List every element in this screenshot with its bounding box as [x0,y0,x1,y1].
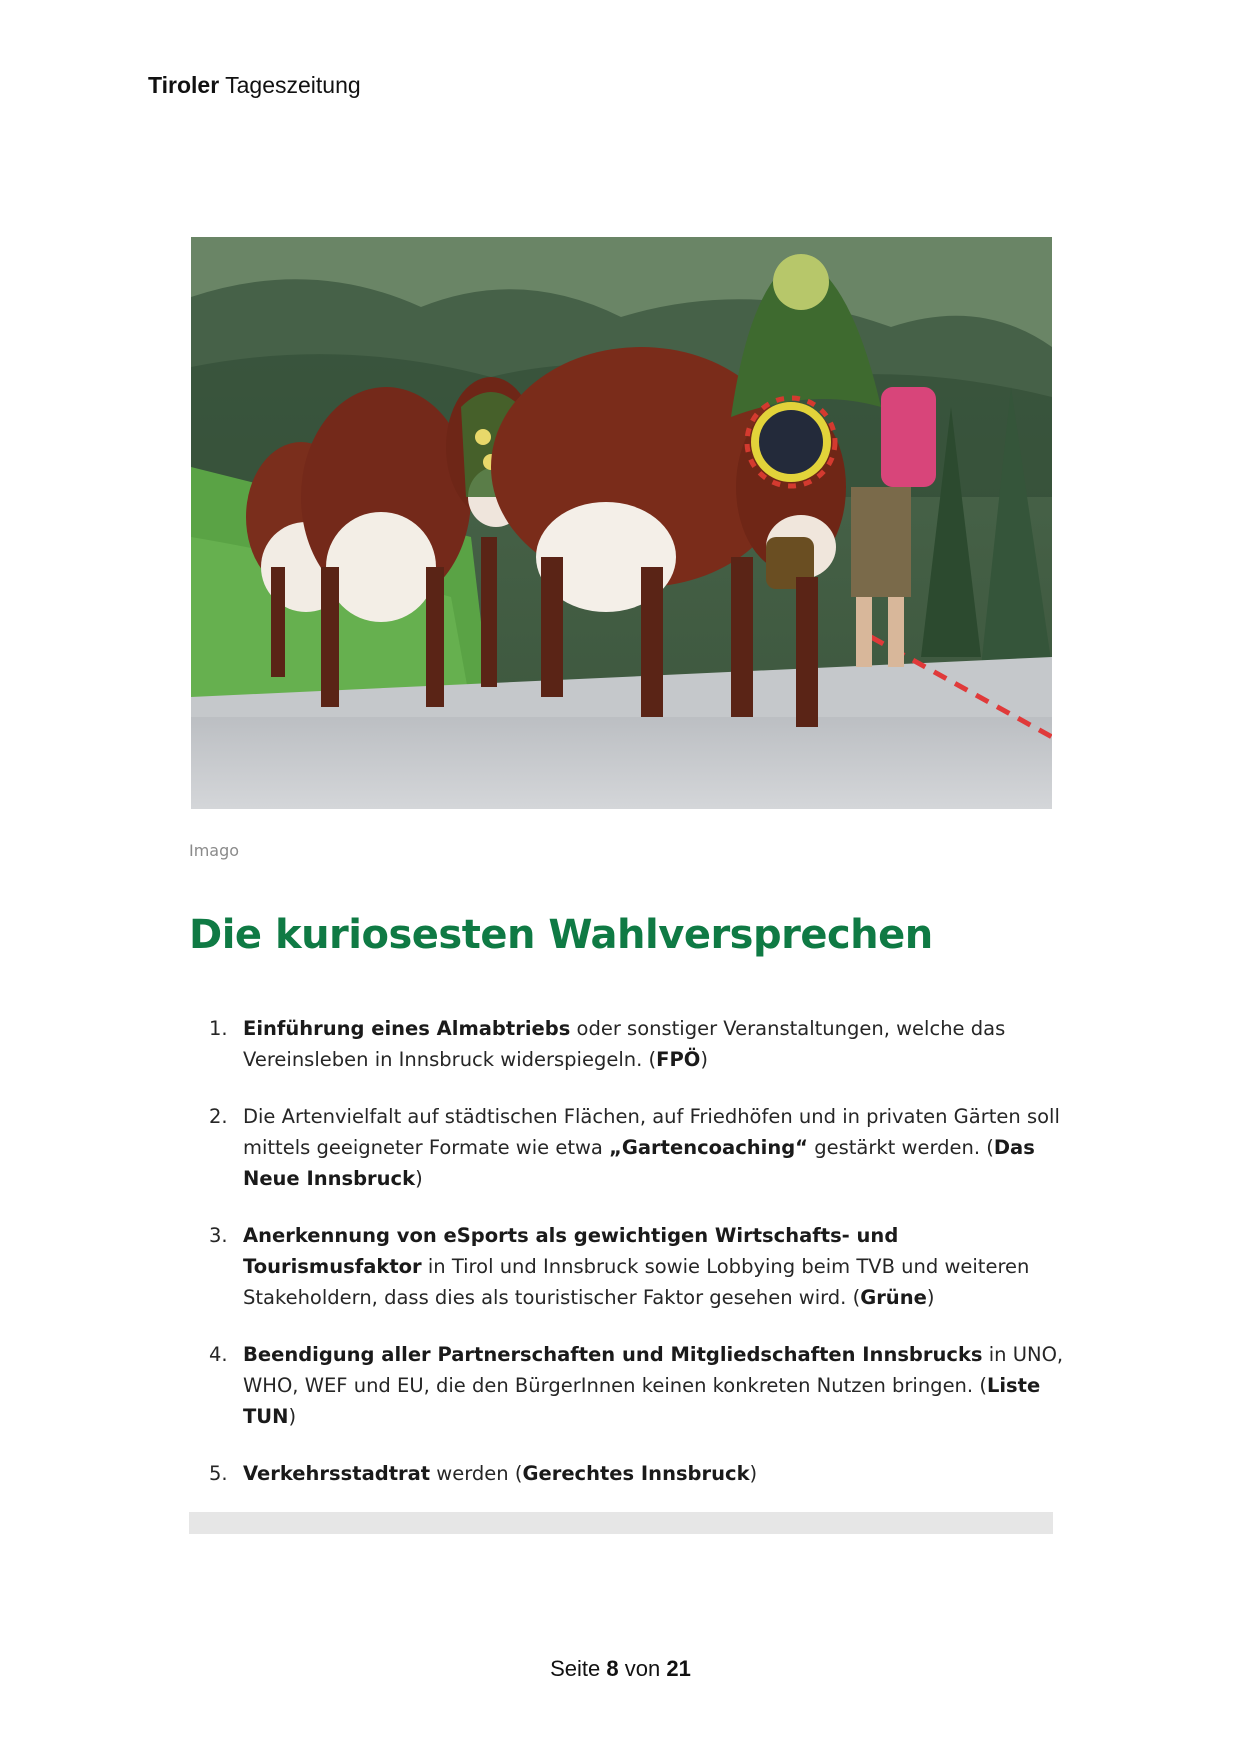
list-item [189,1220,1069,1313]
item-close: ) [288,1405,297,1428]
item-text: werden ( [430,1462,523,1485]
footer-page-total: 21 [666,1656,691,1681]
list-number: 2. [209,1105,228,1128]
masthead-brand-regular: Tageszeitung [225,72,361,98]
masthead [148,72,361,99]
item-text: in Tirol und Innsbruck sowie Lobbying beim TVB und weiteren Stakeholdern, dass dies als touristischer Faktor gesehen wird. ( [243,1255,1030,1309]
item-party: Gerechtes Innsbruck [522,1462,750,1485]
item-close: ) [415,1167,423,1190]
item-party: Grüne [860,1286,927,1309]
item-text: oder sonstiger Veranstaltungen, welche das Vereinsleben in Innsbruck widerspiegeln. ( [243,1017,1006,1071]
masthead-brand-bold: Tiroler [148,72,220,98]
item-close: ) [749,1462,758,1485]
list-item [189,1339,1069,1432]
item-close: ) [926,1286,935,1309]
section-divider [189,1512,1053,1534]
list-item [189,1101,1069,1194]
item-highlight: Beendigung aller Partnerschaften und Mitgliedschaften Innsbrucks [243,1343,983,1366]
footer-prefix: Seite [550,1656,601,1681]
item-party: Liste TUN [243,1374,1041,1428]
footer-page-number: 8 [606,1656,619,1681]
item-text: gestärkt werden. ( [808,1136,994,1159]
promise-list [189,1013,1069,1515]
item-close: ) [700,1048,708,1071]
list-item [189,1458,1069,1489]
list-item [189,1013,1069,1075]
page-footer [0,1656,1241,1682]
item-text: in UNO, WHO, WEF und EU, die den BürgerInnen keinen konkreten Nutzen bringen. ( [243,1343,1064,1397]
article-photo [191,237,1052,809]
item-party: Das Neue Innsbruck [243,1136,1035,1190]
article-headline: Die kuriosesten Wahlversprechen [189,912,933,958]
item-highlight: „Gartencoaching“ [609,1136,809,1159]
list-number: 5. [209,1462,228,1485]
item-party: FPÖ [656,1048,701,1071]
item-highlight: Verkehrsstadtrat [243,1462,431,1485]
list-number: 1. [209,1017,228,1040]
photo-credit: Imago [189,841,240,860]
footer-middle: von [624,1656,661,1681]
list-number: 4. [209,1343,228,1366]
item-highlight: Anerkennung von eSports als gewichtigen Wirtschafts- und Tourismusfaktor [243,1224,899,1278]
item-text-pre: Die Artenvielfalt auf städtischen Flächen, auf Friedhöfen und in privaten Gärten soll mittels geeigneter Formate wie etwa [243,1105,1060,1159]
list-number: 3. [209,1224,228,1247]
item-highlight: Einführung eines Almabtriebs [243,1017,571,1040]
photo-cows-almabtrieb [191,237,1052,809]
